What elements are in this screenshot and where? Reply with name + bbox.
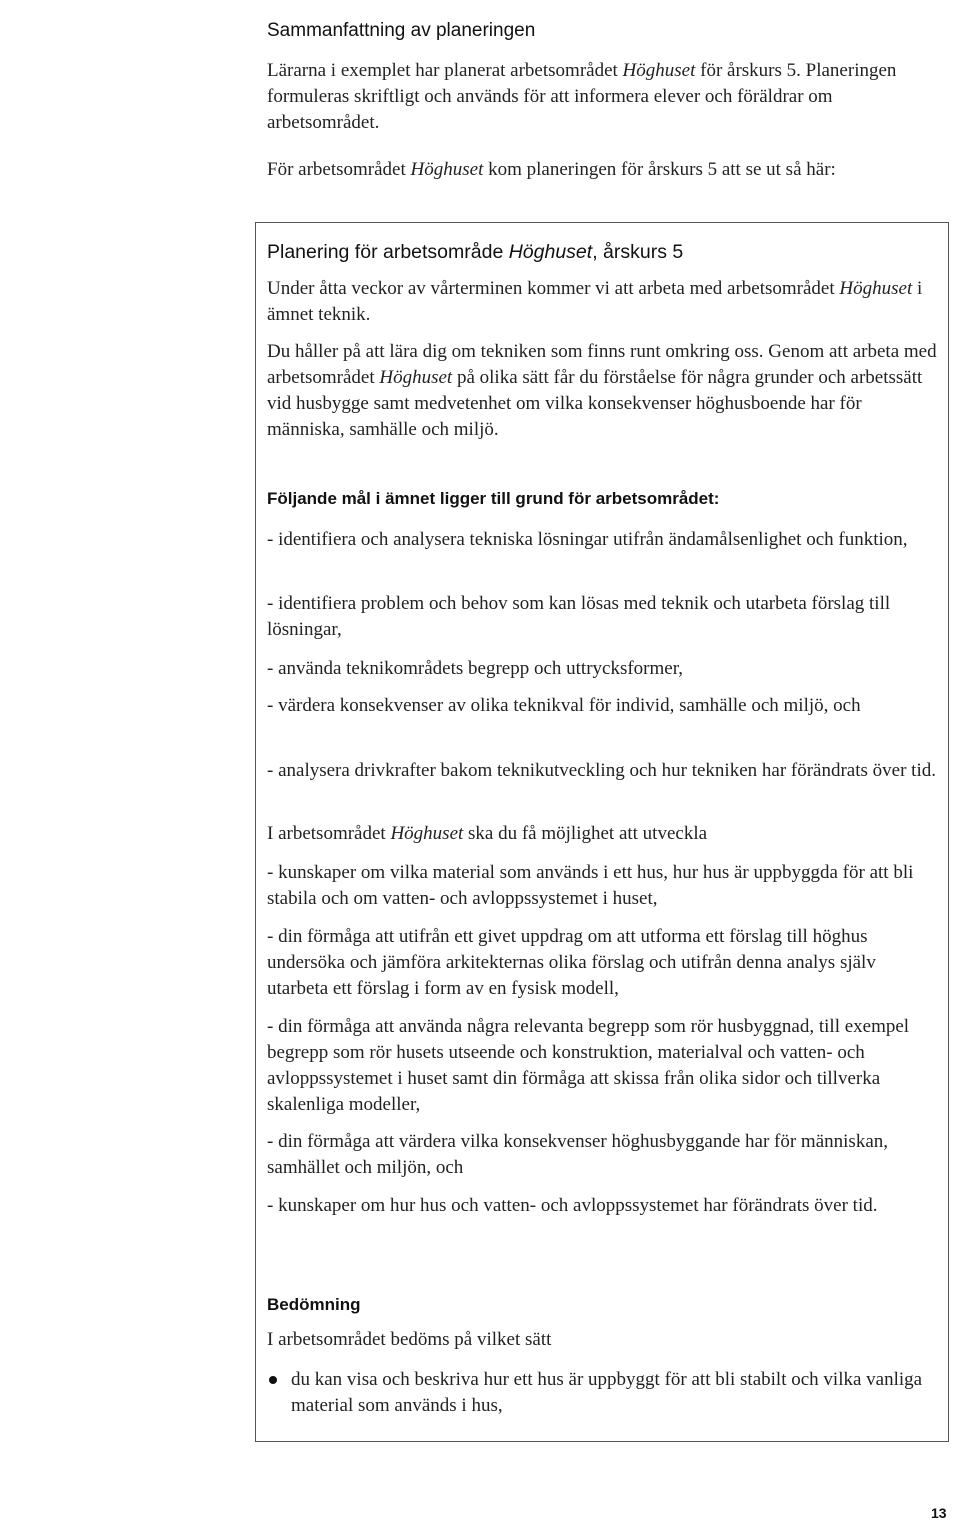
planning-box xyxy=(255,222,949,1442)
assessment-intro: I arbetsområdet bedöms på vilket sätt xyxy=(267,1329,552,1350)
box-paragraph-2: Du håller på att lära dig om tekniken som finns runt omkring oss. Genom att arbeta med arbetsområdet Höghuset på olika sätt får du förståelse för några grunder och arbetssätt vid husbygge samt medvetenhet om vilka konsekvenser höghusboende har för människa, samhälle och miljö. xyxy=(267,341,937,440)
goals-heading: Följande mål i ämnet ligger till grund för arbetsområdet: xyxy=(267,489,720,508)
section-title: Sammanfattning av planeringen xyxy=(267,20,536,41)
opportunity-intro: I arbetsområdet Höghuset ska du få möjlighet att utveckla xyxy=(267,823,708,844)
goal-item: - analysera drivkrafter bakom teknikutveckling och hur tekniken har förändrats över tid. xyxy=(267,760,936,781)
goal-item: - identifiera problem och behov som kan lösas med teknik och utarbeta förslag till lösningar, xyxy=(267,593,891,640)
page-number: 13 xyxy=(931,1505,947,1521)
assessment-bullet-text: du kan visa och beskriva hur ett hus är uppbyggt för att bli stabilt och vilka vanliga material som används i hus, xyxy=(291,1369,923,1416)
assessment-heading: Bedömning xyxy=(267,1295,361,1314)
ability-item: - din förmåga att använda några relevanta begrepp som rör husbyggnad, till exempel begrepp som rör husets utseende och konstruktion, materialval och vatten- och avloppssystemet i huset samt din förmåga att skissa från olika sidor och tillverka skalenliga modeller, xyxy=(267,1016,910,1115)
box-paragraph-1: Under åtta veckor av vårterminen kommer vi att arbeta med arbetsområdet Höghuset i ämnet teknik. xyxy=(267,278,923,325)
goal-item: - identifiera och analysera tekniska lösningar utifrån ändamålsenlighet och funktion, xyxy=(267,529,908,550)
planning-box-title: Planering för arbetsområde Höghuset, årskurs 5 xyxy=(267,241,684,263)
ability-item: - kunskaper om hur hus och vatten- och avloppssystemet har förändrats över tid. xyxy=(267,1195,878,1216)
intro-paragraph-2: För arbetsområdet Höghuset kom planeringen för årskurs 5 att se ut så här: xyxy=(267,159,836,180)
bullet-icon xyxy=(269,1376,277,1384)
goal-item: - värdera konsekvenser av olika teknikval för individ, samhälle och miljö, och xyxy=(267,695,861,716)
ability-item: - din förmåga att värdera vilka konsekvenser höghusbyggande har för människan, samhället och miljön, och xyxy=(267,1131,888,1178)
ability-item: - din förmåga att utifrån ett givet uppdrag om att utforma ett förslag till höghus undersöka och jämföra arkitekternas olika förslag och utifrån denna analys själv utarbeta ett förslag i form av en fysisk modell, xyxy=(267,926,876,999)
intro-paragraph-1: Lärarna i exemplet har planerat arbetsområdet Höghuset för årskurs 5. Planeringen formuleras skriftligt och används för att informera elever och föräldrar om arbetsområdet. xyxy=(267,60,897,133)
goal-item: - använda teknikområdets begrepp och uttrycksformer, xyxy=(267,658,684,679)
ability-item: - kunskaper om vilka material som används i ett hus, hur hus är uppbyggda för att bli stabila och om vatten- och avloppssystemet i huset, xyxy=(267,862,914,909)
